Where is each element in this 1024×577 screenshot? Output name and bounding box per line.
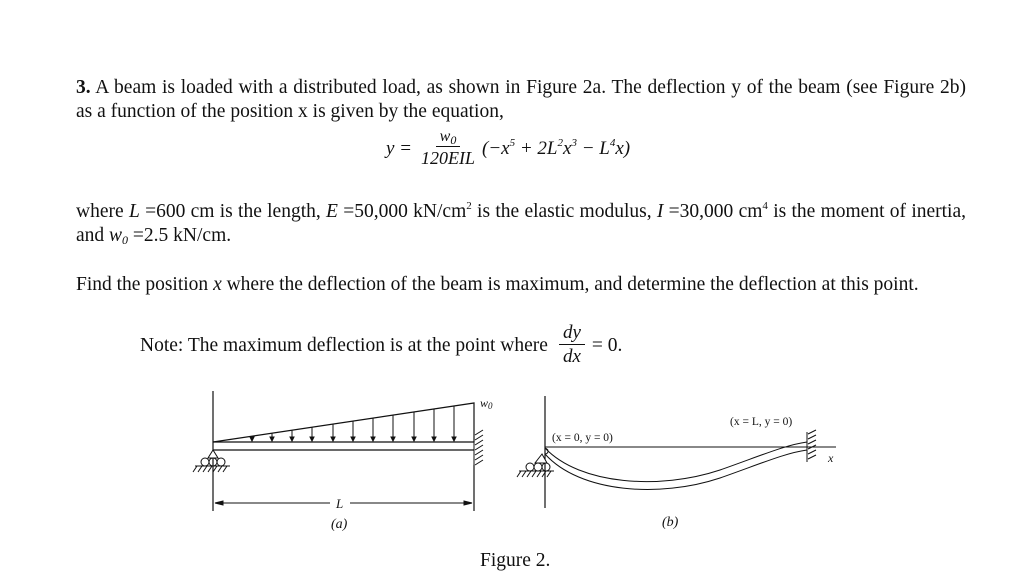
- length-label: L: [336, 496, 344, 511]
- symbol-x: x: [213, 274, 222, 295]
- symbol-L: L: [128, 201, 140, 222]
- panel-a-caption: (a): [331, 517, 348, 532]
- note-rhs: = 0.: [591, 334, 623, 356]
- equation-fraction: [419, 128, 477, 169]
- equation-denominator: 120EIL: [421, 148, 476, 168]
- derivative-numerator: dy: [559, 322, 585, 345]
- equation-numerator: $w_0$: [436, 128, 461, 147]
- fixed-support-icon: [807, 430, 816, 462]
- figure-caption: Figure 2.: [480, 550, 551, 571]
- figure-2b-deflected-beam: [510, 390, 850, 535]
- symbol-E: E: [326, 201, 338, 222]
- panel-b-caption: (b): [662, 515, 679, 530]
- symbol-I: I: [656, 201, 664, 222]
- equation-lhs: y =: [386, 137, 413, 159]
- left-boundary-label: (x = 0, y = 0): [552, 432, 613, 444]
- fixed-support-icon: [474, 430, 483, 465]
- roller-support-icon: [193, 450, 230, 472]
- figure-2a-loaded-beam: [190, 385, 510, 535]
- deflected-beam-diagram: [510, 390, 850, 535]
- symbol-w0: $w_0$: [109, 225, 129, 247]
- equation-polynomial: $(-x^5 + 2L^2x^3 - L^4x)$: [482, 136, 631, 159]
- note-text: Note: The maximum deflection is at the point where: [140, 334, 548, 356]
- task-text: Find the position x where the deflection of the beam is maximum, and determine the deflection at this point.: [76, 274, 919, 295]
- intro-text: A beam is loaded with a distributed load, as shown in Figure 2a. The deflection y of the beam (see Figure 2b) as a function of the position x is given by the equation,: [76, 77, 966, 122]
- problem-intro: [76, 76, 966, 124]
- loaded-beam-diagram: [190, 385, 510, 535]
- right-boundary-label: (x = L, y = 0): [730, 416, 793, 428]
- deflection-equation: [386, 128, 630, 169]
- derivative-fraction: [559, 322, 585, 369]
- length-dimension: [215, 501, 472, 505]
- problem-number: 3.: [76, 77, 91, 98]
- given-values: where L =600 cm is the length, E =50,000 $kN/cm^2$ is the elastic modulus, I =30,000 $cm^4$ is the moment of inertia, and $w_0 =2.5$ kN/cm.: [76, 200, 967, 247]
- load-label: w0: [480, 396, 493, 411]
- load-arrows: [250, 406, 456, 441]
- derivative-denominator: dx: [562, 346, 581, 367]
- x-axis-label: x: [828, 451, 834, 465]
- note: [140, 322, 622, 369]
